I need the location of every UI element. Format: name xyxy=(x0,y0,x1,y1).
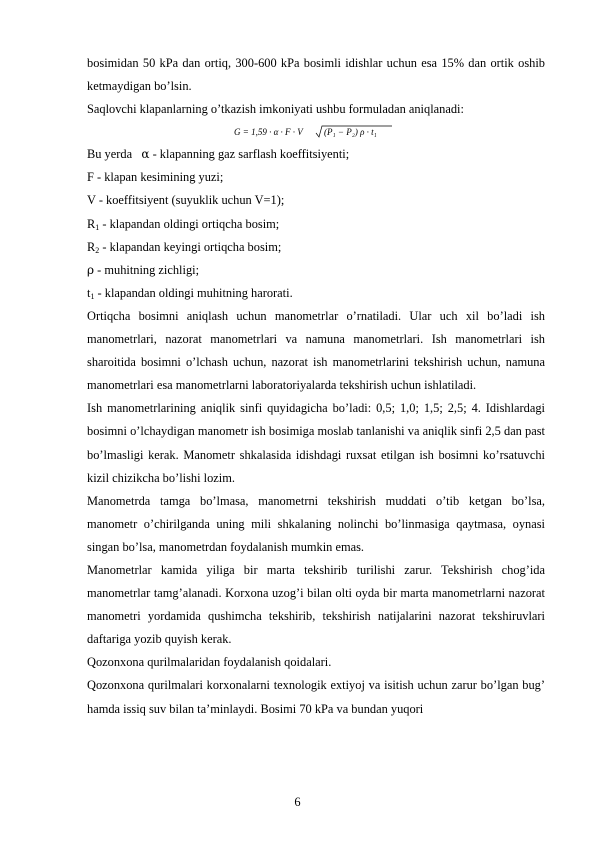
formula-lhs: G = 1,59 · α · F · V xyxy=(234,127,303,138)
formula-intro: Saqlovchi klapanlarning o’tkazish imkoniyati ushbu formuladan aniqlanadi: xyxy=(87,102,464,117)
throughput-formula xyxy=(87,121,545,143)
page-body xyxy=(87,52,545,721)
page-number: 6 xyxy=(294,795,301,809)
def-r2 xyxy=(87,236,545,259)
def-rho xyxy=(87,259,545,282)
paragraph-boiler-rules: Qozonxona qurilmalari korxonalarni texnologik extiyoj va isitish uchun zarur bo’lgan bug’ hamda issiq suv bilan ta’minlaydi. Bosimi 70 kPa va bundan yuqori xyxy=(87,678,545,716)
def-r1 xyxy=(87,213,545,236)
formula-sqrt-body: (P₁ − P₂) ρ · t₁ xyxy=(324,127,377,138)
r2-letter: R xyxy=(87,239,96,254)
paragraph-inspection: Manometrlar kamida yiliga bir marta tekshirib turilishi zarur. Tekshirish chog’ida manometrlar tamg’alanadi. Korxona uzog’i bilan olti oyda bir marta manometrlarni nazorat manometri yordamida qushimcha tekshirib, tekshirish natijalarini nazorat tekshiruvlari daftariga yozib quyish kerak. xyxy=(87,562,545,647)
t1-text: - klapandan oldingi muhitning harorati. xyxy=(94,285,293,300)
def-f: F - klapan kesimining yuzi; xyxy=(87,170,224,185)
paragraph-manometer-types: Ortiqcha bosimni aniqlash uchun manometrlar o’rnatiladi. Ular uch xil bo’ladi ish manometrlari, nazorat manometrlari va namuna manometrlari. Ish manometrlari ish sharoitida bosimni o’lchash uchun, nazorat ish manometrlarini tekshirish uchun, namuna manometrlari esa manometrlarni laboratoriyalarda tekshirish uchun ishlatiladi. xyxy=(87,308,545,393)
paragraph-prohibited-use: Manometrda tamga bo’lmasa, manometrni tekshirish muddati o’tib ketgan bo’lsa, manometr o’chirilganda uning mili shkalaning nolinchi bo’linmasiga qaytmasa, oynasi singan bo’lsa, manometrdan foydalanish mumkin emas. xyxy=(87,493,545,554)
r2-text: - klapandan keyingi ortiqcha bosim; xyxy=(99,239,282,254)
r1-sub: 1 xyxy=(95,222,100,232)
def-alpha-text: - klapanning gaz sarflash koeffitsiyenti; xyxy=(149,147,350,162)
t1-sub: 1 xyxy=(90,291,95,301)
rho-text: - muhitning zichligi; xyxy=(94,262,200,277)
def-v: V - koeffitsiyent (suyuklik uchun V=1); xyxy=(87,193,285,208)
alpha-symbol: α xyxy=(141,147,150,162)
def-alpha xyxy=(87,143,545,166)
t1-letter: t xyxy=(87,285,91,300)
paragraph-accuracy-class: Ish manometrlarining aniqlik sinfi quyidagicha bo’ladi: 0,5; 1,0; 1,5; 2,5; 4. Idishlardagi bosimni o’lchaydigan manometr ish bosimiga moslab tanlanishi va aniqlik sinfi 2,5 dan past bo’lmasligi kerak. Manometr shkalasida idishdagi ruxsat etilgan ish bosimni ko’rsatuvchi kizil chizikcha bo’lishi lozim. xyxy=(87,401,545,485)
def-intro-word: Bu yerda xyxy=(87,147,133,162)
r2-sub: 2 xyxy=(95,245,100,255)
rho-symbol: ρ xyxy=(87,262,95,277)
section-heading: Qozonxona qurilmalaridan foydalanish qoidalari. xyxy=(87,655,332,670)
def-t1 xyxy=(87,282,545,305)
r1-text: - klapandan oldingi ortiqcha bosim; xyxy=(99,216,280,231)
r1-letter: R xyxy=(87,216,96,231)
formula-svg xyxy=(234,123,394,141)
intro-paragraph: bosimidan 50 kPa dan ortiq, 300-600 kPa bosimli idishlar uchun esa 15% dan ortik oshib ketmaydigan bo’lsin. xyxy=(87,56,545,94)
